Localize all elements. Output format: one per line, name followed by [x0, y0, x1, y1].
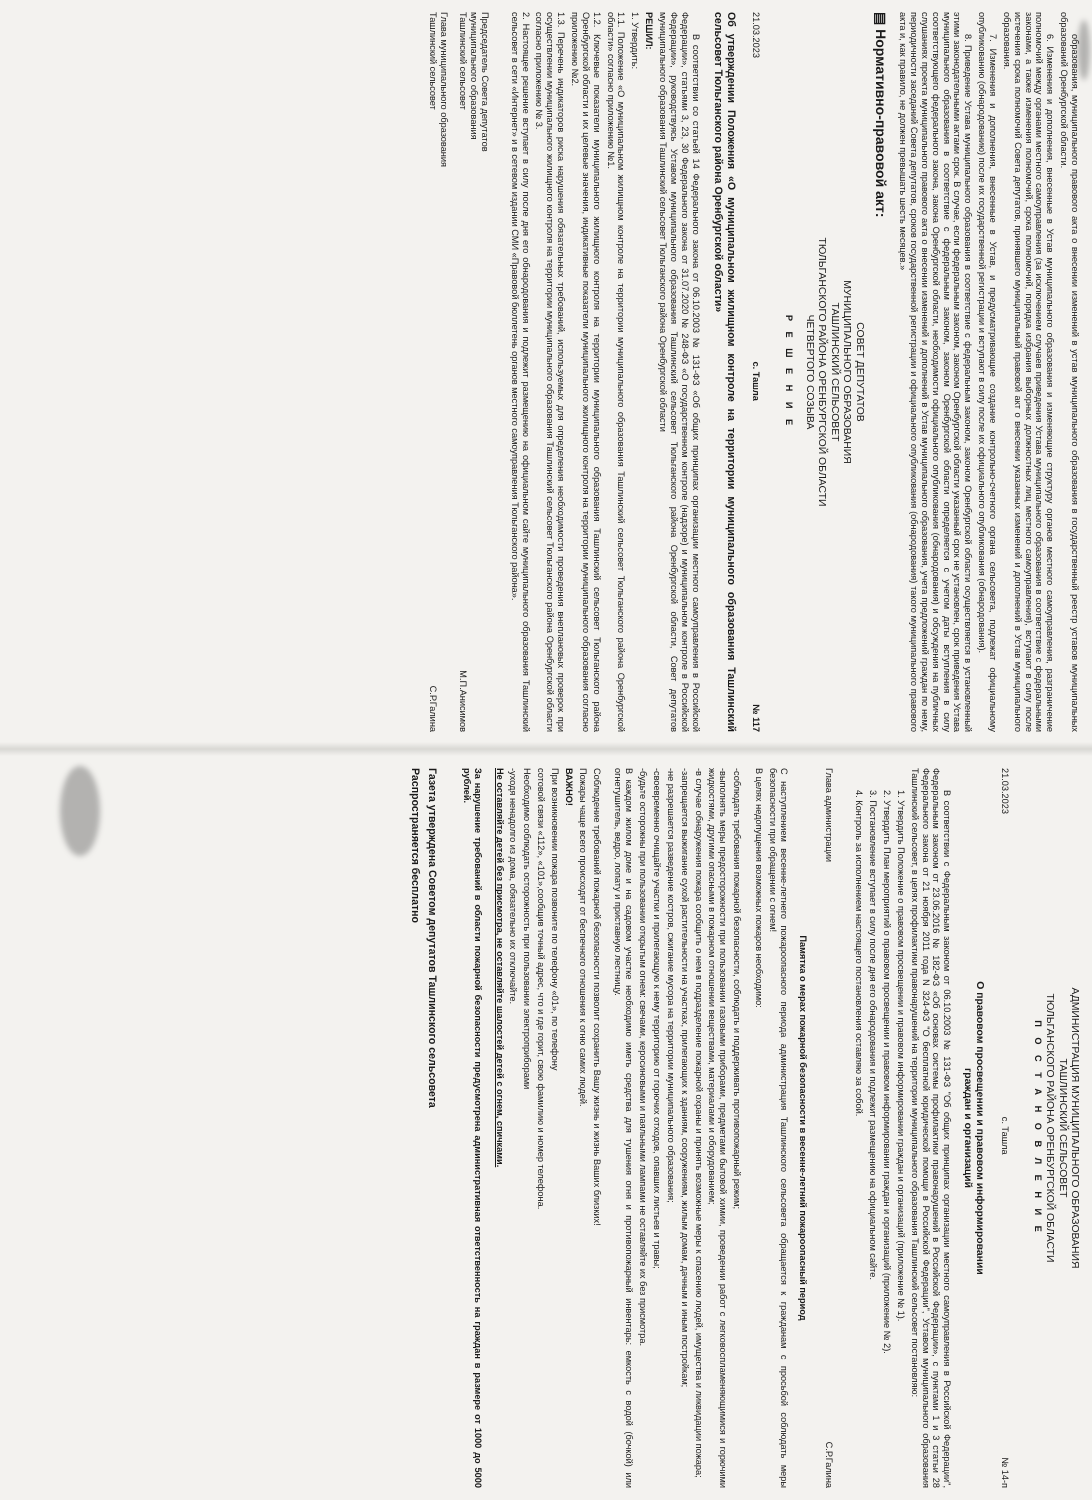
document-icon: ▤ [873, 12, 890, 26]
memo-item: -запрещается выжигание сухой растительности на участках, прилегающих к зданиям, сооружениям, жилым домам, дачным и иным постройкам; [679, 768, 690, 1388]
body-paragraph: 2. Настоящее решение вступает в силу после дня его обнародования и подлежит размещению на официальном сайте муниципального образования Ташлинский сельсовет в сети «Интернет» и в сетевом издании СМИ «Правовой бюллетень органов местного самоуправления Тюльганского района». [509, 12, 531, 732]
intro-paragraph: образования, муниципального правового акта о внесении изменений в устав муниципального образования в государственный реестр уставов муниципальных образований Оренбургской области. [1059, 12, 1080, 732]
memo-item: -в случае обнаружения пожара сообщить о нем в подразделение пожарной охраны и принять возможные меры к спасению людей, имущества и ликвидации пожара; [693, 768, 704, 1478]
memo-item: -соблюдать требования пожарной безопасности, соблюдать и поддерживать противопожарный режим; [732, 768, 743, 1210]
body-paragraph: 4. Контроль за исполнением настоящего постановления оставляю за собой. [854, 790, 865, 1117]
document-date: 21.03.2023 [999, 768, 1010, 814]
date-place-number-row [999, 768, 1010, 1488]
npa-heading: ▤ Нормативно-правовой акт: [873, 12, 890, 218]
body-paragraph: 1.1. Положение «О муниципальном жилищном контроле на территории муниципального образования Ташлинский сельсовет Тюльганского района Оренбургской области» согласно приложению №1. [605, 12, 627, 732]
memo-item: -не разрешается разведение костров, сжигание мусора на территории муниципального образования; [665, 768, 676, 1203]
document-date: 21.03.2023 [751, 12, 762, 58]
memo-outro: Необходимо соблюдать осторожность при пользовании электроприборами [522, 768, 533, 1090]
intro-paragraph: 6. Изменения и дополнения, внесенные в Устав муниципального образования и изменяющие структуру органов местного самоуправления, разграничение полномочий между органами местного самоуправления (за исключением случаев приведения Устава муниципального образования в соответствие с федеральными законами, а также изменения полномочий, срока полномочий, порядка избрания выборных должностных лиц местного самоуправления), вступают в силу после истечения срока полномочий Совета депутатов, принявшего муниципальный правовой акт о внесении указанных изменений и дополнений в Устав муниципального образования. [1001, 12, 1056, 732]
administration-header: АДМИНИСТРАЦИЯ МУНИЦИПАЛЬНОГО ОБРАЗОВАНИЯ ТАШЛИНСКИЙ СЕЛЬСОВЕТ ТЮЛЬГАНСКОГО РАЙОНА ОРЕНБУРГСКОЙ ОБЛАСТИ [1044, 987, 1080, 1269]
intro-paragraph: 7. Изменения и дополнения, внесенные в Устав, и предусматривающие создание контрольно-счетного органа сельсовета, подлежат официальному опубликованию (обнародованию) после их государственной регистрации и вступают в силу после их официального опубликования (обнародования). [977, 12, 998, 732]
memo-item: -будьте осторожны при пользовании открытым огнем: свечами, керосиновыми и паяльными лампами не оставляйте их без присмотра. [638, 768, 649, 1347]
body-paragraph: РЕШИЛ: [644, 12, 655, 50]
head-name: С.Р.Галина [428, 685, 439, 732]
memo-outro: сотовой связи «112», «101»,сообщив точный адрес, что и где горит, свою фамилию и номер телефона. [536, 768, 547, 1210]
body-paragraph: 2. Утвердить План мероприятий о правовом просвещении и правовом информировании граждан и организаций (приложение № 2). [882, 790, 892, 1354]
memo-intro: С наступлением весенне-летнего пожароопасного периода администрация Ташлинского сельсовета обращается к гражданам с просьбой соблюдать меры безопасности при обращении с огнем! [767, 768, 789, 1488]
page-fold [0, 742, 1092, 756]
document-place: с. Ташла [999, 1116, 1010, 1155]
council-decision-page [10, 12, 1080, 732]
body-paragraph: 1. Утвердить Положение о правовом просвещении и правовом информировании граждан и организаций (приложение № 1). [895, 790, 906, 1322]
memo-title: Памятка о мерах пожарной безопасности в весенне-летний пожароопасный период [797, 935, 808, 1321]
memo-outro: При возникновении пожара позвоните по телефону «01», по телефону [549, 768, 560, 1071]
memo-item: В каждом жилом доме и на садовом участке необходимо иметь средства для тушения огня и противопожарный инвентарь: емкость с водой (бочкой) или огнетушитель, ведро, лопату и приставную лестницу. [613, 768, 635, 1488]
body-paragraph: 1.2. Ключевые показатели муниципального жилищного контроля на территории муниципального образования Ташлинский сельсовет Тюльганского района Оренбургской области и их целевые значения, индикативные показатели муниципального жилищного контроля на территории муниципального образования согласно приложению №2. [570, 12, 602, 732]
document-number: № 117 [751, 704, 762, 732]
intro-paragraph: 8. Приведение Устава муниципального образования в соответствие с федеральным законом, законом Оренбургской области осуществляется в установленный этими законодательными актами срок. В случае, если федеральным законом, законом Оренбургской области указанный срок не установлен, срок приведения Устава муниципального образования в соответствие с федеральным законом, законом Оренбургской области определяется с учетом даты вступления в силу соответствующего федерального закона, закона Оренбургской области, необходимости официального опубликования (обнародования) и обсуждения на публичных слушаниях проекта муниципального правового акта о внесении изменений и дополнений в Устав муниципального образования, учета предложений граждан по нему, периодичности заседаний Совета депутатов, сроков государственной регистрации и официального опубликования (обнародования) такого муниципального правового акта и, как правило, не должен превышать шесть месяцев.» [898, 12, 974, 732]
council-header: СОВЕТ ДЕПУТАТОВ МУНИЦИПАЛЬНОГО ОБРАЗОВАНИЯ ТАШЛИНСКИЙ СЕЛЬСОВЕТ ТЮЛЬГАНСКОГО РАЙОНА ОРЕНБУРГСКОЙ ОБЛАСТИ ЧЕТВЕРТОГО СОЗЫВА [803, 237, 865, 507]
body-paragraph: В соответствии со статьей 14 Федерального закона от 06.10.2003 № 131-ФЗ «Об общих принципах организации местного самоуправления в Российской Федерации», статьями 3, 23, 30 Федерального закона от 31.07.2020 № 248-ФЗ «О государственном контроле (надзоре) и муниципальном контроле в Российской Федерации», руководствуясь Уставом муниципального образования Ташлинский сельсовет Тюльганского района Оренбургской области, Совет депутатов муниципального образования Ташлинский сельсовет Тюльганского района Оренбургской области [658, 12, 701, 732]
resolution-title: О правовом просвещении и правовом информировании граждан и организаций [961, 981, 985, 1275]
memo-outro: -уходя ненадолго из дома, обязательно их отключайте. [508, 768, 519, 1005]
date-place-number-row [751, 12, 762, 732]
decision-title: Об утверждении Положения «О муниципальном жилищном контроле на территории муниципального образования Ташлинский сельсовет Тюльганского района Оренбургской области» [712, 12, 737, 732]
resolution-word: П О С Т А Н О В Л Е Н И Е [1032, 1020, 1043, 1236]
fine-notice: За нарушение требований в области пожарной безопасности предусмотрена административная ответственность на граждан в размере от 1000 до 5000 рублей. [461, 768, 483, 1488]
bottom-document-panel [0, 756, 1092, 1500]
memo-intro: В целях недопущения возможных пожаров необходимо: [753, 768, 764, 1008]
newspaper-footer: Газета утверждена Советом депутатов Ташлинского сельсовета Распространяется бесплатно [409, 768, 438, 1108]
memo-item: -выполнять меры предосторожности при пользовании газовыми приборами, предметами бытовой химии, проведении работ с легковоспламеняющимися и горючими жидкостями, другими опасными в пожарном отношении веществами, материалами и оборудованием; [707, 768, 729, 1488]
memo-outro: Соблюдение требований пожарной безопасности позволит сохранить Вашу жизнь и жизнь Ваших близких! [591, 768, 602, 1226]
body-paragraph: 1. Утвердить: [630, 12, 641, 70]
memo-important: ВАЖНО! [563, 768, 574, 806]
signature-block-administration: Глава администрации С.Р.Галина [824, 768, 835, 1488]
body-paragraph: В соответствии с Федеральным законом от 06.10.2003 № 131-ФЗ "Об общих принципах организации местного самоуправления в Российской Федерации", Федеральным законом от 23.06.2016 № 182-ФЗ «Об основах системы профилактики правонарушений в Российской Федерации», с пунктами 1 и 3 статьи 28 Федерального закона от 21 ноября 2011 года N 324-ФЗ "О бесплатной юридической помощи в Российской Федерации", Уставом муниципального образования Ташлинский сельсовет, в целях профилактики правонарушений на территории муниципального образования Ташлинский сельсовет постановляю: [909, 768, 953, 1488]
body-paragraph: 3. Постановление вступает в силу после дня его обнародования и подлежит размещению на официальном сайте. [868, 790, 879, 1280]
signature-block-head: Глава муниципального образования Ташлинский сельсовет С.Р.Галина [428, 12, 450, 732]
memo-children-warning: Не оставляйте детей без присмотра, не оставляйте шалостей детей с огнем, спичками. [494, 768, 505, 1168]
administration-resolution-page [10, 768, 1080, 1488]
top-document-panel [0, 0, 1092, 742]
memo-outro: Пожары чаще всего происходят от беспечного отношения к огню самих людей. [577, 768, 588, 1107]
decision-word: Р Е Ш Е Н И Е [784, 314, 795, 430]
signature-block-chairman: Председатель Совета депутатов муниципального образования Ташлинский сельсовет М.П.Анисимов [458, 12, 490, 732]
document-number: № 14-п [999, 1457, 1010, 1488]
chairman-name: М.П.Анисимов [458, 670, 469, 732]
body-paragraph: 1.3. Перечень индикаторов риска нарушения обязательных требований, используемых для определения необходимости проведения внеплановых проверок при осуществлении муниципального жилищного контроля на территории муниципального образования Ташлинский сельсовет Тюльганского района Оренбургской области согласно приложению № 3. [534, 12, 567, 732]
memo-item: -своевременно очищайте участки и прилегающую к нему территорию от горючих отходов, опавших листьев и травы; [651, 768, 662, 1269]
document-place: с. Ташла [751, 361, 762, 401]
